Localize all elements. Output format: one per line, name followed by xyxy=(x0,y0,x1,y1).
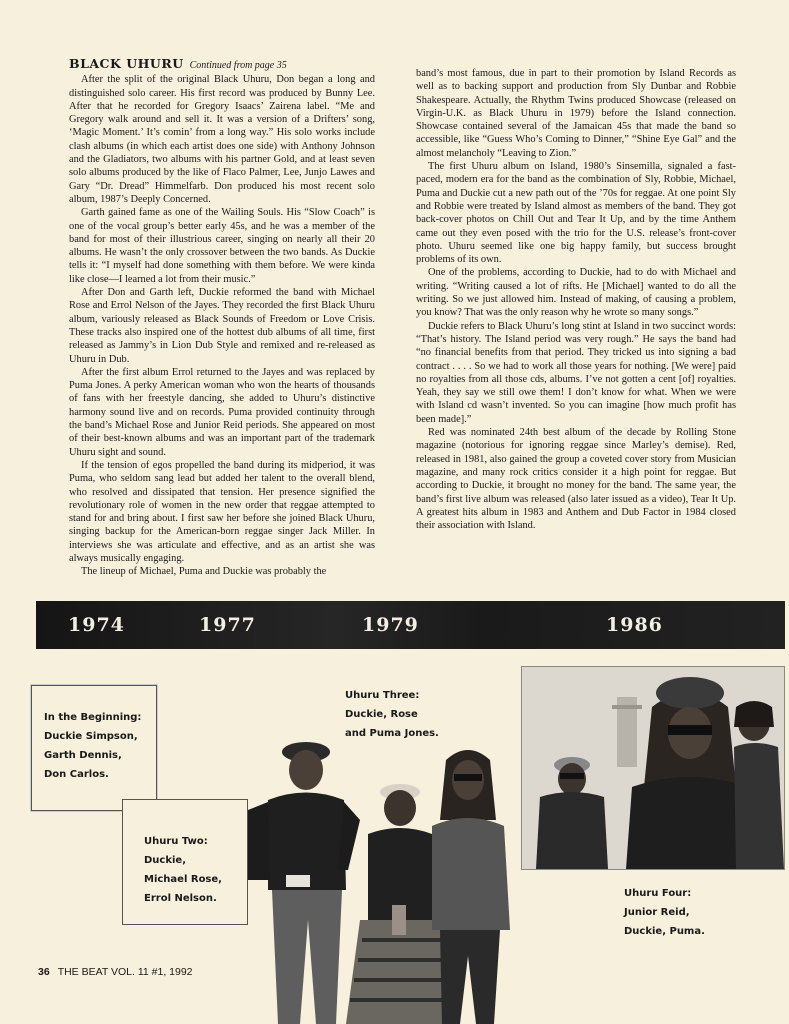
person-figure xyxy=(432,750,510,1024)
paragraph: band’s most famous, due in part to their promotion by Island Records as well as to backing support and production from Sly Dunbar and Robbie Shakespeare. Actually, the Rhythm Twins produced Showcase (released on Virgin-U.K. as Black Uhuru in 1979) before the Island connection. Showcase contained several of the Jamaican 45s that made the band so accessible, like “Guess Who’s Coming to Dinner,” “Shine Eye Gal” and the almost melancholy “Leaving to Zion.” xyxy=(416,68,736,159)
timeline-year: 1974 xyxy=(68,614,125,636)
band-photo-uhuru-four xyxy=(521,666,785,870)
paragraph: Garth gained fame as one of the Wailing Souls. His “Slow Coach” is one of the vocal group’s better early 45s, and he was a member of the band for most of their illustrious career, singing on nearly all their 20 albums. He wasn’t the only crossover between the two bands. As Duckie tells it: “I myself had done something with them before. We were kinda like close—I learned a lot from their music.” xyxy=(69,207,375,285)
caption-text: In the Beginning: Duckie Simpson, Garth Dennis, Don Carlos. xyxy=(44,712,142,780)
person-figure xyxy=(240,742,360,1024)
timeline-year: 1986 xyxy=(606,614,663,636)
band-photo-uhuru-three xyxy=(228,730,548,1024)
paragraph: One of the problems, according to Duckie, had to do with Michael and writing. “Writing caused a lot of rifts. He [Michael] wanted to do all the writing. So we just allowed him. Instead of making, of causing a problem, you know? That was the only reason why he wrote so many songs.” xyxy=(416,267,736,319)
paragraph: Duckie refers to Black Uhuru’s long stint at Island in two succinct words: “That’s history. The Island period was very rough.” He says the band had “no financial benefits from that period. They tricked us into signing a bad contract . . . . So we had to work all those years for nothing. [We were] paid no royalties from all those cds, albums. I’ve not gotten a cent [of] royalties. Yeah, they say we still owe them! I don’t know for what. When we were with Island cd wasn’t invented. So you can imagine [how much profit has been made].” xyxy=(416,320,736,425)
caption-uhuru-three: Uhuru Three: Duckie, Rose and Puma Jones. xyxy=(345,690,439,739)
timeline-bar xyxy=(36,601,785,649)
paragraph: After the first album Errol returned to the Jayes and was replaced by Puma Jones. A perky American woman who won the hearts of thousands of fans with her freestyle dancing, she added to Uhuru’s distinctive harmony sound live and on records. Puma provided continuity through the band’s Michael Rose and Junior Reid periods. She appeared on most of their best-known albums and was an important part of the trademark Uhuru sight and sound. xyxy=(69,366,375,458)
timeline-year: 1979 xyxy=(362,614,419,636)
paragraph: Red was nominated 24th best album of the decade by Rolling Stone magazine (notorious for ignoring reggae since Marley’s demise). Red, released in 1981, also gained the group a coveted cover story from Musician magazine, and many rock critics consider it a high point for reggae. But according to Duckie, it brought no money for the band. The same year, the band’s first live album was released (also later issued as a video), Tear It Up. A greatest hits album in 1983 and Anthem and Dub Factor in 1984 closed their association with Island. xyxy=(416,427,736,532)
article-column-left xyxy=(69,57,375,579)
paragraph: The first Uhuru album on Island, 1980’s Sinsemilla, signaled a fast-paced, modern era for the band as the combination of Sly, Robbie, Michael, Puma and Duckie cut a new path out of the ’70s for reggae. At one point Sly and Robbie were treated by Island almost as members of the band. They got back-cover photos on Chill Out and Tear It Up, and by the time Anthem came out they even posed with the trio for the U.S. release’s front-cover photo. Uhuru seemed like one big happy family, but success brought problems of its own. xyxy=(416,161,736,266)
article-column-right xyxy=(416,67,736,532)
paragraph: If the tension of egos propelled the band during its midperiod, it was Puma, who seldom sang lead but added her talent to the overall blend, who resolved and dissipated that tension. Her presence signified the revolutionary role of women in the new order that reggae attempted to stand for and bring about. I first saw her before she joined Black Uhuru, singing backup for the American-born reggae singer Jack Miller. In interviews she was articulate and effective, and as an artist she was always musically engaging. xyxy=(69,459,375,564)
paragraph: The lineup of Michael, Puma and Duckie was probably the xyxy=(81,566,327,578)
article-headline: BLACK UHURU xyxy=(69,56,184,71)
paragraph: After the split of the original Black Uhuru, Don began a long and distinguished solo career. His first record was produced by Bunny Lee. After that he recorded for Gregory Isaacs’ Zairena label. “Me and Gregory walk around and sell it. It was a version of a Drifters’ song, ‘Magic Moment.’ It’s comin’ from a long way.” His solo works include clash albums (in which each artist does one side) with Anthony Johnson and the Gladiators, two albums with his partner Gold, and at least seven solo albums produced by the like of Flaco Palmer, Lee, Junjo Lawes and Gary “Dr. Dread” Himmelfarb. Don produced his most recent solo album, 1987’s Deeply Concerned. xyxy=(69,74,375,205)
caption-box-uhuru-two xyxy=(122,799,248,925)
paragraph: After Don and Garth left, Duckie reformed the band with Michael Rose and Errol Nelson of the Jayes. They recorded the first Black Uhuru album, variously released as Black Sounds of Freedom or Love Crisis. These tracks also inspired one of the hottest dub albums of all time, first released as Jammy’s in Lion Dub Style and remixed and re-released as Uhuru in Dub. xyxy=(69,287,375,365)
timeline-year: 1977 xyxy=(199,614,256,636)
page-number: 36 xyxy=(38,966,50,978)
issue-info: THE BEAT VOL. 11 #1, 1992 xyxy=(57,966,193,978)
caption-uhuru-four: Uhuru Four: Junior Reid, Duckie, Puma. xyxy=(624,888,705,937)
caption-text: Uhuru Two: Duckie, Michael Rose, Errol Nelson. xyxy=(144,836,222,904)
continued-note: Continued from page 35 xyxy=(189,60,287,71)
page-footer xyxy=(38,966,193,978)
caption-box-beginning xyxy=(31,685,157,811)
